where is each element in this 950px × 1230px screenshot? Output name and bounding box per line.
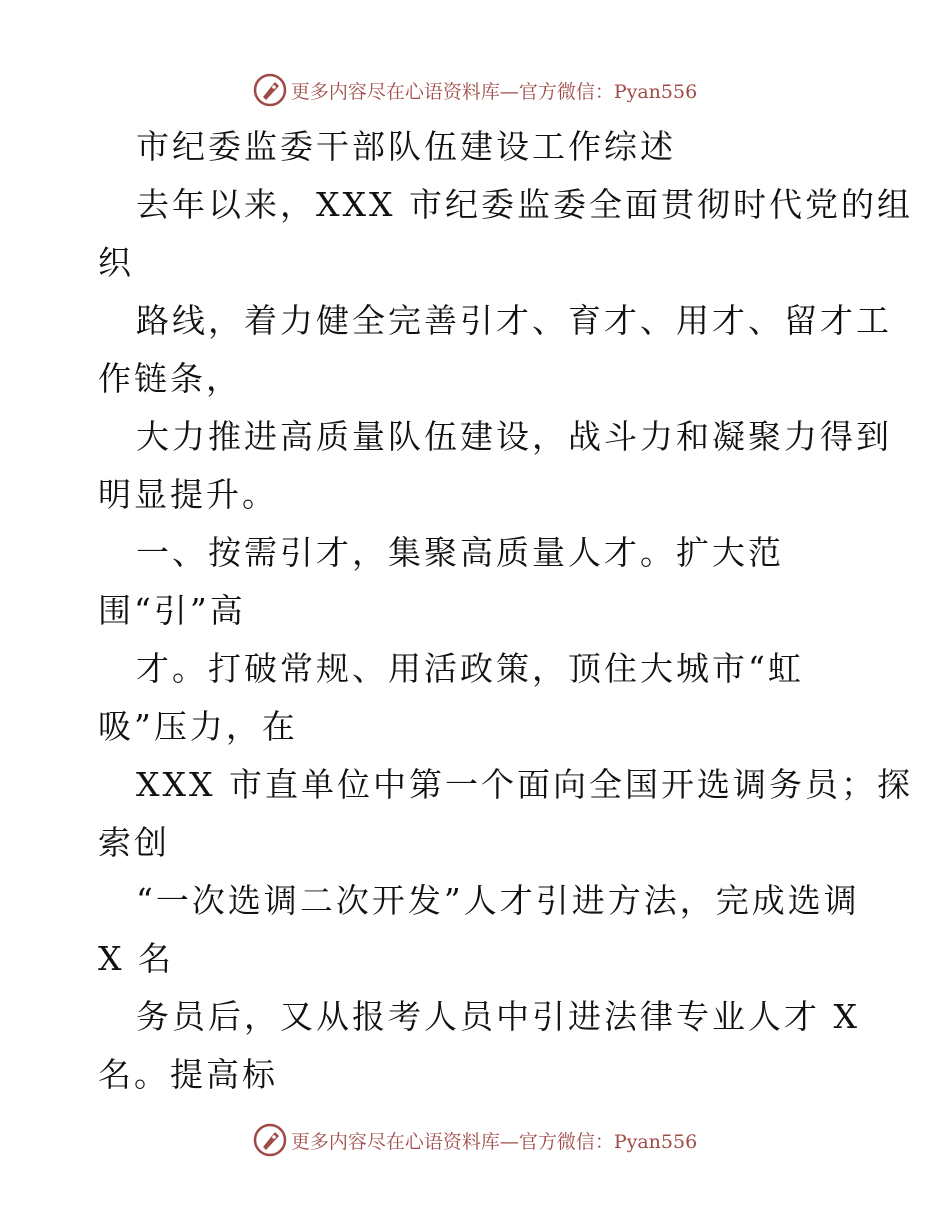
- footer-banner-text: 更多内容尽在心语资料库—官方微信：Pyan556: [290, 1130, 698, 1153]
- header-banner: [0, 70, 950, 110]
- text-line: 去年以来，XXX 市纪委监委全面贯彻时代党的组: [136, 185, 913, 224]
- text-line: 织: [98, 243, 134, 282]
- pen-nib-logo-icon: [253, 73, 287, 107]
- document-body: [98, 118, 913, 1104]
- text-line: 大力推进高质量队伍建设，战斗力和凝聚力得到: [136, 417, 892, 456]
- text-line: 一、按需引才，集聚高质量人才。扩大范: [136, 533, 784, 572]
- text-line: XXX 市直单位中第一个面向全国开选调务员；探: [136, 765, 913, 804]
- text-line: X 名: [98, 939, 174, 978]
- text-line: 路线，着力健全完善引才、育才、用才、留才工: [136, 301, 892, 340]
- text-line: 围“引”高: [98, 591, 246, 630]
- text-line: 市纪委监委干部队伍建设工作综述: [136, 127, 676, 166]
- text-line: 吸”压力，在: [98, 707, 298, 746]
- footer-banner: [0, 1120, 950, 1160]
- text-line: 明显提升。: [98, 475, 278, 514]
- pen-nib-logo-icon: [253, 1123, 287, 1157]
- text-line: 名。提高标: [98, 1055, 278, 1094]
- header-banner-text: 更多内容尽在心语资料库—官方微信：Pyan556: [290, 80, 698, 103]
- text-line: 才。打破常规、用活政策，顶住大城市“虹: [136, 649, 804, 688]
- text-line: 务员后，又从报考人员中引进法律专业人才 X: [136, 997, 860, 1036]
- text-line: 索创: [98, 823, 170, 862]
- text-line: “一次选调二次开发”人才引进方法，完成选调: [136, 881, 860, 920]
- text-line: 作链条，: [98, 359, 242, 398]
